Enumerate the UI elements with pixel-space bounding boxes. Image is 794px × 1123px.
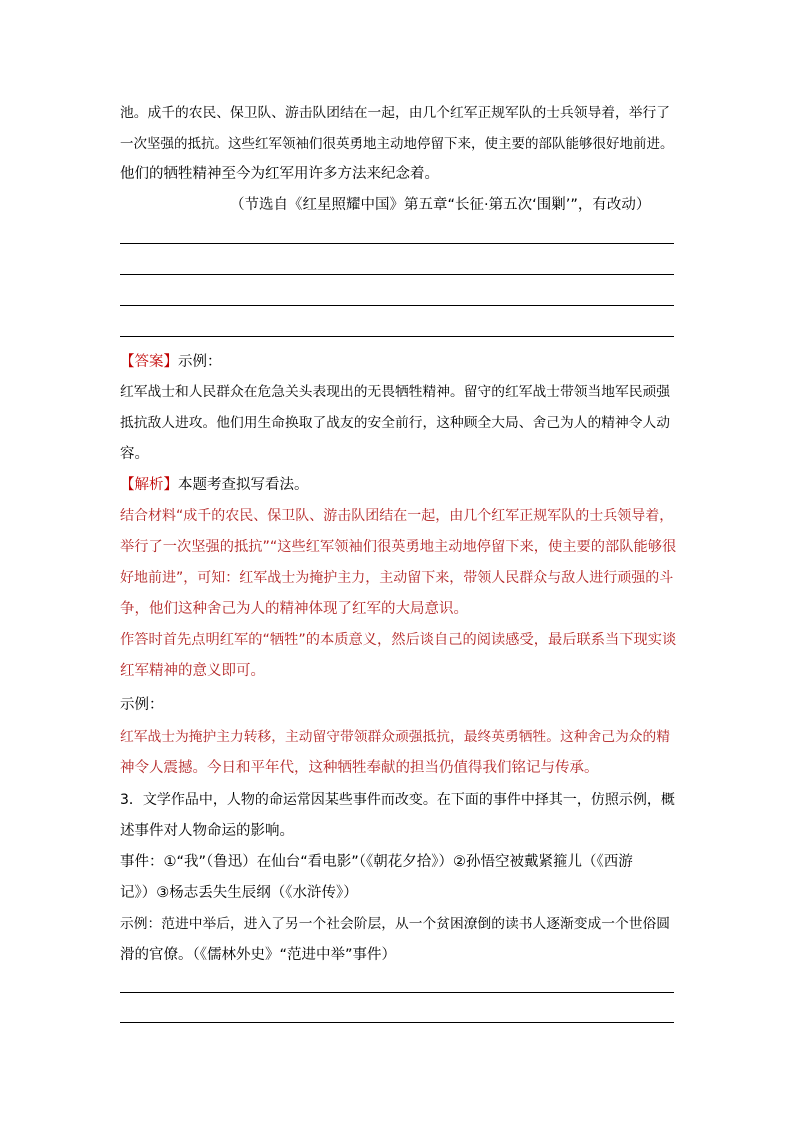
- answer-blank-line[interactable]: [120, 992, 674, 993]
- answer-blank-line[interactable]: [120, 1022, 674, 1023]
- question-line: 事件：①“我”（鲁迅）在仙台“看电影”（《朝花夕拾》）②孙悟空被戴紧箍儿（《西游: [120, 854, 633, 870]
- answer-blank-line[interactable]: [120, 336, 674, 337]
- answer-blank-line[interactable]: [120, 274, 674, 275]
- question-line: 3．文学作品中，人物的命运常因某些事件而改变。在下面的事件中择其一，仿照示例，概: [120, 792, 675, 808]
- passage-source: （节选自《红星照耀中国》第五章“长征·第五次‘围剿’”，有改动）: [230, 197, 651, 213]
- question-line: 记》）③杨志丢失生辰纲（《水浒传》）: [120, 885, 358, 901]
- analysis-line: 作答时首先点明红军的“牺牲”的本质意义，然后谈自己的阅读感受，最后联系当下现实谈: [120, 632, 677, 648]
- analysis-example-line: 红军战士为掩护主力转移，主动留守带领群众顽强抵抗，最终英勇牺牲。这种舍己为众的精: [120, 729, 671, 745]
- passage-line: 一次坚强的抵抗。这些红军领袖们很英勇地主动地停留下来，使主要的部队能够很好地前进。: [120, 136, 674, 152]
- analysis-intro: 本题考查拟写看法。: [178, 477, 309, 493]
- analysis-line: 结合材料“成千的农民、保卫队、游击队团结在一起，由几个红军正规军队的士兵领导着，: [120, 508, 674, 524]
- question-line: 述事件对人物命运的影响。: [120, 823, 294, 839]
- answer-blank-line[interactable]: [120, 243, 674, 244]
- answer-heading: [120, 352, 222, 372]
- answer-label: 示例：: [178, 354, 222, 370]
- analysis-line: 举行了一次坚强的抵抗”“这些红军领袖们很英勇地主动地停留下来，使主要的部队能够很: [120, 539, 677, 555]
- analysis-example-line: 神令人震撼。今日和平年代，这种牺牲奉献的担当仍值得我们铭记与传承。: [120, 760, 599, 776]
- passage-line: 池。成千的农民、保卫队、游击队团结在一起，由几个红军正规军队的士兵领导着，举行了: [120, 105, 671, 121]
- analysis-line: 好地前进”，可知：红军战士为掩护主力，主动留下来，带领人民群众与敌人进行顽强的斗: [120, 570, 674, 586]
- analysis-line: 争，他们这种舍己为人的精神体现了红军的大局意识。: [120, 601, 468, 617]
- question-line: 示例：范进中举后，进入了另一个社会阶层，从一个贫困潦倒的读书人逐渐变成一个世俗圆: [120, 916, 671, 932]
- answer-blank-line[interactable]: [120, 305, 674, 306]
- question-line: 滑的官僚。（《儒林外史》“范进中举”事件）: [120, 947, 397, 963]
- analysis-tag: 【解析】: [120, 477, 178, 493]
- analysis-line: 红军精神的意义即可。: [120, 663, 265, 679]
- passage-line: 他们的牺牲精神至今为红军用许多方法来纪念着。: [120, 166, 439, 182]
- analysis-example-label: 示例：: [120, 697, 164, 713]
- analysis-heading: [120, 475, 309, 495]
- answer-line: 红军战士和人民群众在危急关头表现出的无畏牺牲精神。留守的红军战士带领当地军民顽强: [120, 384, 671, 400]
- answer-line: 容。: [120, 446, 149, 462]
- answer-line: 抵抗敌人进攻。他们用生命换取了战友的安全前行，这种顾全大局、舍己为人的精神令人动: [120, 415, 671, 431]
- answer-tag: 【答案】: [120, 354, 178, 370]
